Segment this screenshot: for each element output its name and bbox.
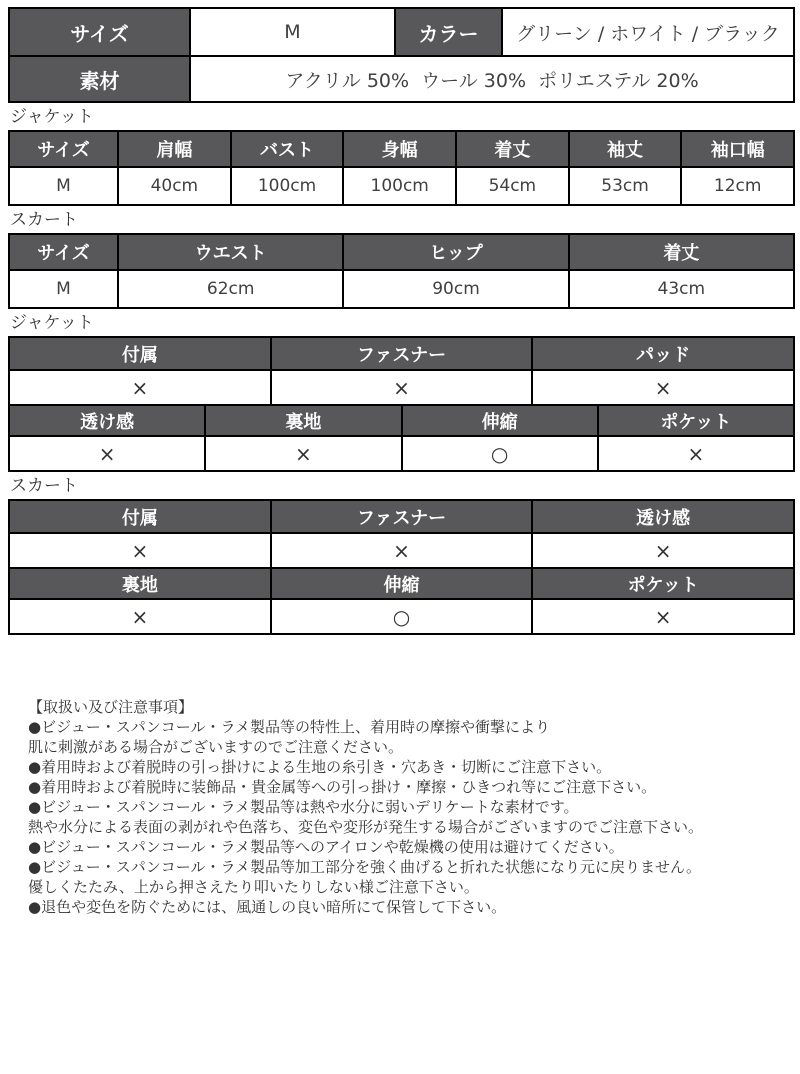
skirt-size-header-waist: ウエスト [117, 235, 342, 269]
skirt-feature-value-fastener: × [270, 534, 532, 567]
skirt-feature-header-sheerness: 透け感 [531, 501, 793, 532]
size-value-cell: M [189, 9, 394, 55]
jacket-size-value-length: 54cm [455, 168, 568, 204]
jacket-features-data-row-1 [10, 369, 793, 404]
care-note-line: 熱や水分による表面の剥がれや色落ち、変色や変形が発生する場合がございますのでご注意下さい。 [28, 818, 704, 836]
skirt-features-data-row-2 [10, 598, 793, 633]
skirt-size-header-row [10, 235, 793, 269]
jacket-feature-value-accessory: × [10, 371, 270, 404]
skirt-features-data-row-1 [10, 532, 793, 567]
jacket-feature-header-accessory: 付属 [10, 338, 270, 369]
skirt-feature-value-lining: × [10, 600, 270, 633]
skirt-feature-value-accessory: × [10, 534, 270, 567]
size-color-row [10, 9, 793, 55]
jacket-size-value-bodywidth: 100cm [342, 168, 455, 204]
jacket-features-data-row-2 [10, 435, 793, 470]
product-spec-page [0, 7, 800, 1074]
jacket-feature-header-pad: パッド [531, 338, 793, 369]
skirt-size-value-size: M [10, 271, 117, 307]
skirt-size-header-length: 着丈 [568, 235, 793, 269]
skirt-size-value-waist: 62cm [117, 271, 342, 307]
jacket-size-value-shoulder: 40cm [117, 168, 230, 204]
skirt-size-section-label: スカート [10, 210, 78, 230]
skirt-feature-header-stretch: 伸縮 [270, 569, 532, 598]
skirt-feature-header-accessory: 付属 [10, 501, 270, 532]
jacket-features-header-row-2 [10, 404, 793, 435]
care-note-line: ●ビジュー・スパンコール・ラメ製品等へのアイロンや乾燥機の使用は避けてください。 [28, 838, 624, 856]
jacket-size-header-length: 着丈 [455, 132, 568, 166]
care-notes [28, 697, 800, 917]
care-note-line: ●ビジュー・スパンコール・ラメ製品等の特性上、着用時の摩擦や衝撃により [28, 718, 551, 736]
skirt-features-section-label: スカート [10, 476, 78, 496]
material-header-cell: 素材 [10, 57, 189, 101]
jacket-feature-value-pad: × [531, 371, 793, 404]
jacket-features-table [8, 336, 795, 472]
jacket-size-value-size: M [10, 168, 117, 204]
skirt-feature-value-pocket: × [531, 600, 793, 633]
skirt-features-header-row-2 [10, 567, 793, 598]
jacket-feature-value-stretch: ○ [401, 437, 597, 470]
skirt-feature-header-pocket: ポケット [531, 569, 793, 598]
jacket-feature-value-sheerness: × [10, 437, 204, 470]
skirt-size-table [8, 233, 795, 309]
material-row [10, 55, 793, 101]
care-note-line: ●着用時および着脱時の引っ掛けによる生地の糸引き・穴あき・切断にご注意下さい。 [28, 758, 612, 776]
skirt-features-table [8, 499, 795, 635]
jacket-feature-header-fastener: ファスナー [270, 338, 532, 369]
skirt-feature-header-fastener: ファスナー [270, 501, 532, 532]
jacket-size-value-sleeve: 53cm [568, 168, 681, 204]
skirt-size-data-row [10, 269, 793, 307]
jacket-size-value-bust: 100cm [230, 168, 343, 204]
jacket-size-header-shoulder: 肩幅 [117, 132, 230, 166]
jacket-features-header-row-1 [10, 338, 793, 369]
skirt-feature-value-sheerness: × [531, 534, 793, 567]
skirt-feature-value-stretch: ○ [270, 600, 532, 633]
skirt-size-header-size: サイズ [10, 235, 117, 269]
skirt-features-header-row-1 [10, 501, 793, 532]
jacket-size-header-sleeve: 袖丈 [568, 132, 681, 166]
jacket-size-section-label: ジャケット [10, 107, 94, 127]
jacket-feature-header-stretch: 伸縮 [401, 406, 597, 435]
care-note-line: ●ビジュー・スパンコール・ラメ製品等は熱や水分に弱いデリケートな素材です。 [28, 798, 579, 816]
jacket-size-header-bust: バスト [230, 132, 343, 166]
jacket-feature-header-sheerness: 透け感 [10, 406, 204, 435]
jacket-size-header-bodywidth: 身幅 [342, 132, 455, 166]
care-note-line: ●ビジュー・スパンコール・ラメ製品等加工部分を強く曲げると折れた状態になり元に戻りません。 [28, 858, 701, 876]
material-value-cell: アクリル 50% ウール 30% ポリエステル 20% [189, 57, 793, 101]
jacket-features-section-label: ジャケット [10, 313, 94, 333]
color-value-cell: グリーン / ホワイト / ブラック [501, 9, 793, 55]
jacket-size-header-cuff: 袖口幅 [680, 132, 793, 166]
jacket-size-header-size: サイズ [10, 132, 117, 166]
care-note-line: ●着用時および着脱時に装飾品・貴金属等への引っ掛け・摩擦・ひきつれ等にご注意下さい。 [28, 778, 657, 796]
color-header-cell: カラー [394, 9, 501, 55]
jacket-size-header-row [10, 132, 793, 166]
care-note-line: 肌に刺激がある場合がございますのでご注意ください。 [28, 738, 404, 756]
jacket-feature-header-pocket: ポケット [597, 406, 793, 435]
skirt-size-value-length: 43cm [568, 271, 793, 307]
jacket-feature-value-fastener: × [270, 371, 532, 404]
care-notes-title: 【取扱い及び注意事項】 [28, 698, 194, 716]
care-note-line: 優しくたたみ、上から押さえたり叩いたりしない様ご注意下さい。 [28, 878, 479, 896]
jacket-feature-value-lining: × [204, 437, 400, 470]
jacket-size-value-cuff: 12cm [680, 168, 793, 204]
size-color-material-table [8, 7, 795, 103]
skirt-size-value-hip: 90cm [342, 271, 567, 307]
jacket-feature-header-lining: 裏地 [204, 406, 400, 435]
skirt-feature-header-lining: 裏地 [10, 569, 270, 598]
jacket-size-table [8, 130, 795, 206]
care-note-line: ●退色や変色を防ぐためには、風通しの良い暗所にて保管して下さい。 [28, 898, 507, 916]
skirt-size-header-hip: ヒップ [342, 235, 567, 269]
size-header-cell: サイズ [10, 9, 189, 55]
jacket-size-data-row [10, 166, 793, 204]
jacket-feature-value-pocket: × [597, 437, 793, 470]
